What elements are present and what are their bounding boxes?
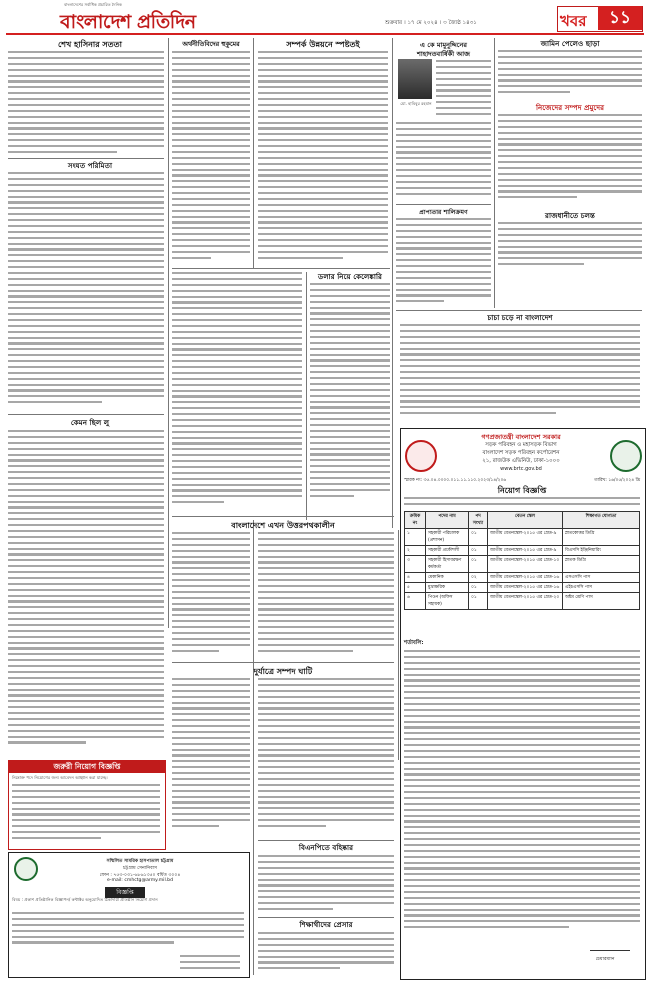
article-body (498, 222, 642, 270)
notice-title: জরুরী নিয়োগ বিজ্ঞপ্তি (9, 761, 165, 773)
job-table-cell: ০১ (469, 546, 488, 556)
brtc-logo-icon (610, 440, 642, 472)
column-divider (168, 38, 169, 628)
col-post: পদের নাম (426, 512, 469, 529)
gov-signatory: চেয়ারম্যান (595, 957, 615, 962)
job-table-cell: ০১ (469, 556, 488, 573)
cmh-phone: ফোন : ৭৫৩-০৩১-৬৮৬১৩৫০ বর্ধিত ৩০০৪ (99, 873, 181, 878)
headline-assets: নিজেদের সম্পদ প্রমুদের (535, 103, 605, 112)
job-table-cell: মেকানিক (426, 573, 469, 583)
job-table-cell: সহকারী পরিচালক (প্রশাসন) (426, 529, 469, 546)
gov-website: www.brtc.gov.bd (500, 466, 542, 472)
cmh-signature (180, 955, 240, 973)
cmh-sub: চট্টগ্রাম সেনানিবাস (122, 866, 158, 871)
gov-office: সড়ক পরিবহন ও মহাসড়ক বিভাগ (485, 442, 557, 448)
headline-uttorpath: বাংলাদেশে এখন উত্তরপথকালীন (231, 521, 335, 530)
gov-dept: বাংলাদেশ সড়ক পরিবহন কর্পোরেশন (482, 450, 560, 456)
article-divider (172, 268, 390, 269)
cmh-org: সম্মিলিত সামরিক হাসপাতাল চট্টগ্রাম (106, 859, 174, 864)
job-table-cell: স্নাতক ডিগ্রি (563, 556, 640, 573)
job-table-cell: জাতীয় বেতনস্কেল-২০১৫ এর গ্রেড-৯ (488, 529, 563, 546)
cmh-email: e-mail: cmhctg@army.mil.bd (106, 878, 174, 883)
job-table-cell: জাতীয় বেতনস্কেল-২০১৫ এর গ্রেড-১৬ (488, 583, 563, 593)
masthead-logo: বাংলাদেশ প্রতিদিন (60, 11, 196, 33)
article-body (400, 324, 640, 422)
article-body (258, 932, 394, 976)
headline-students: শিক্ষাথীদের প্রেসার (299, 920, 353, 929)
job-table-cell: সহকারী প্রকৌশলী (426, 546, 469, 556)
gov-notice-title: নিয়োগ বিজ্ঞপ্তি (497, 486, 547, 495)
job-table-cell: ০১ (469, 529, 488, 546)
army-emblem-icon (14, 857, 38, 881)
article-divider (172, 662, 394, 663)
article-body (258, 51, 388, 266)
conditions-heading: শর্তাবলি: (404, 640, 424, 646)
issue-date: শুক্রবার । ১৭ মে ২০২৪ । ৩ জ্যৈষ্ঠ ১৪৩১ (385, 20, 477, 26)
headline-sheikh-hasina: শেখ হাসিনার সততা (57, 40, 122, 49)
job-table-cell: ০১ (469, 593, 488, 610)
article-body (396, 218, 491, 308)
job-table-cell: সহকারী হিসাবরক্ষণ কর্মকর্তা (426, 556, 469, 573)
job-table-cell: ৬ (405, 593, 426, 610)
job-table-cell: ১ (405, 529, 426, 546)
gov-address: ২১, রাজউক এভিনিউ, ঢাকা-১০০০ (482, 458, 560, 464)
article-body (258, 678, 394, 838)
article-body (436, 60, 491, 120)
headline-capital: রাজধানীতে চলন্ত (545, 211, 595, 220)
column-divider (306, 272, 307, 520)
headline-dollar: ডলার নিয়ে কেলেঙ্কারি (318, 272, 382, 281)
article-divider (396, 310, 642, 311)
gov-conditions (404, 650, 640, 935)
article-body (396, 122, 491, 202)
job-table-cell: ৪ (405, 573, 426, 583)
headline-bnp: বিএনপিতে বহিষ্কার (298, 843, 354, 852)
job-table-row (405, 546, 640, 556)
job-table-cell: জাতীয় বেতনস্কেল-২০১৫ এর গ্রেড-৯ (488, 546, 563, 556)
article-body (8, 172, 164, 412)
job-table-cell: বিএসসি ইঞ্জিনিয়ারিং (563, 546, 640, 556)
cmh-heading: বিজ্ঞপ্তি (105, 887, 145, 898)
job-table-cell: ৫ (405, 583, 426, 593)
job-table-cell: ০২ (469, 573, 488, 583)
article-body (172, 272, 302, 512)
job-table-cell: ৩ (405, 556, 426, 573)
job-table-cell: অষ্টম শ্রেণি পাস (563, 593, 640, 610)
gov-memo: স্মারক নং: ৩৫.০৪.০০০০.০১১.১১.১১০.২০২৩/১৪/২০৬ (404, 478, 507, 483)
job-table-cell: ২ (405, 546, 426, 556)
headline-mamunuddin: এ কে মামুনুদ্দিনের (419, 41, 468, 49)
job-table-row (405, 529, 640, 546)
job-table-cell: স্নাতকোত্তর ডিগ্রি (563, 529, 640, 546)
headline-kemon-chhilo: কেমন ছিল লু (70, 418, 110, 427)
article-body (172, 532, 250, 660)
column-divider (253, 38, 254, 268)
job-table-cell: জাতীয় বেতনস্কেল-২০১৫ এর গ্রেড-১০ (488, 556, 563, 573)
article-body (498, 114, 642, 209)
job-table (404, 511, 640, 610)
job-table-header (405, 512, 640, 529)
article-divider (172, 516, 394, 517)
article-divider (258, 840, 394, 841)
notice-body: নিম্নোক্ত পদে নিয়োগের জন্য আবেদন আহ্বান করা যাচ্ছে। (12, 775, 108, 780)
cmh-subject: বিষয় : প্রকাশ প্রতিষ্ঠানিক বিজ্ঞাপন/ কন্টাক্টর অনুমোদিত ঠিকাদারী প্রতিষ্ঠান নিয়োগ প্রদান (12, 897, 158, 902)
article-divider (8, 414, 164, 415)
job-table-cell: এইচএসসি পাস (563, 583, 640, 593)
job-table-cell: জাতীয় বেতনস্কেল-২০১৫ এর গ্রেড-১৬ (488, 573, 563, 583)
headline-samjata: সংযত পরিমিতা (67, 161, 113, 170)
headline-propyota: প্রাপ্যতার শালিক্রমণ (419, 209, 468, 216)
column-divider (253, 520, 254, 975)
article-divider (396, 204, 491, 205)
page-number: ১১ (598, 6, 642, 30)
gov-header: গণপ্রজাতন্ত্রী বাংলাদেশ সরকার (481, 433, 561, 441)
article-body (8, 430, 164, 755)
article-body (8, 51, 164, 156)
person-photo (398, 59, 432, 99)
job-table-cell: ০১ (469, 583, 488, 593)
column-divider (398, 530, 399, 760)
col-pay: বেতন স্কেল (488, 512, 563, 529)
column-divider (392, 38, 393, 528)
headline-asset-gap: দুর্যাত্রে সম্পদ ঘাটি (253, 667, 313, 676)
col-qual: শিক্ষাগত যোগ্যতা (563, 512, 640, 529)
job-table-cell: মুদ্রাক্ষরিক (426, 583, 469, 593)
article-body (498, 50, 642, 100)
headline-relations: সম্পর্ক উন্নয়নে স্পষ্টতই (286, 40, 360, 49)
job-table-row (405, 573, 640, 583)
gov-emblem-icon (405, 440, 437, 472)
job-table-row (405, 556, 640, 573)
masthead-tagline: বাংলাদেশের সর্বাধিক প্রচারিত দৈনিক (64, 2, 122, 7)
headline-chacha-visible: চাচা চড়ে না বাংলাদেশ (487, 313, 553, 322)
col-serial: ক্রমিক নং (405, 512, 426, 529)
masthead-rule (6, 33, 644, 35)
column-divider (494, 38, 495, 308)
gov-memo-date: তারিখ: ১৬/০৫/২০২৪ খ্রি (594, 478, 640, 483)
section-label: খবর (560, 12, 587, 30)
headline-economist: অর্থনীতিবিদের হুকুমের (182, 40, 240, 48)
article-body (310, 283, 390, 513)
cmh-text (12, 912, 244, 952)
signature-mark (590, 940, 630, 951)
notice-text (12, 784, 160, 844)
article-body (258, 855, 394, 915)
col-count: পদ সংখ্যা (469, 512, 488, 529)
article-body (172, 678, 250, 838)
article-body (258, 532, 394, 660)
job-table-row (405, 593, 640, 610)
article-divider (258, 917, 394, 918)
photo-caption: মো. হাবিবুর রহমান (400, 101, 432, 106)
headline-bail: জামিন পেলেও ছাড়া (540, 39, 600, 48)
job-table-cell: পিওন (অফিস সহায়ক) (426, 593, 469, 610)
job-table-row (405, 583, 640, 593)
headline-death-anniversary: শাহাদতবার্ষিকী আজ (416, 50, 471, 58)
article-body (172, 51, 250, 266)
job-table-cell: জাতীয় বেতনস্কেল-২০১৫ এর গ্রেড-২০ (488, 593, 563, 610)
article-divider (8, 158, 164, 159)
job-table-cell: এসএসসি পাস (563, 573, 640, 583)
gov-intro (404, 497, 640, 509)
